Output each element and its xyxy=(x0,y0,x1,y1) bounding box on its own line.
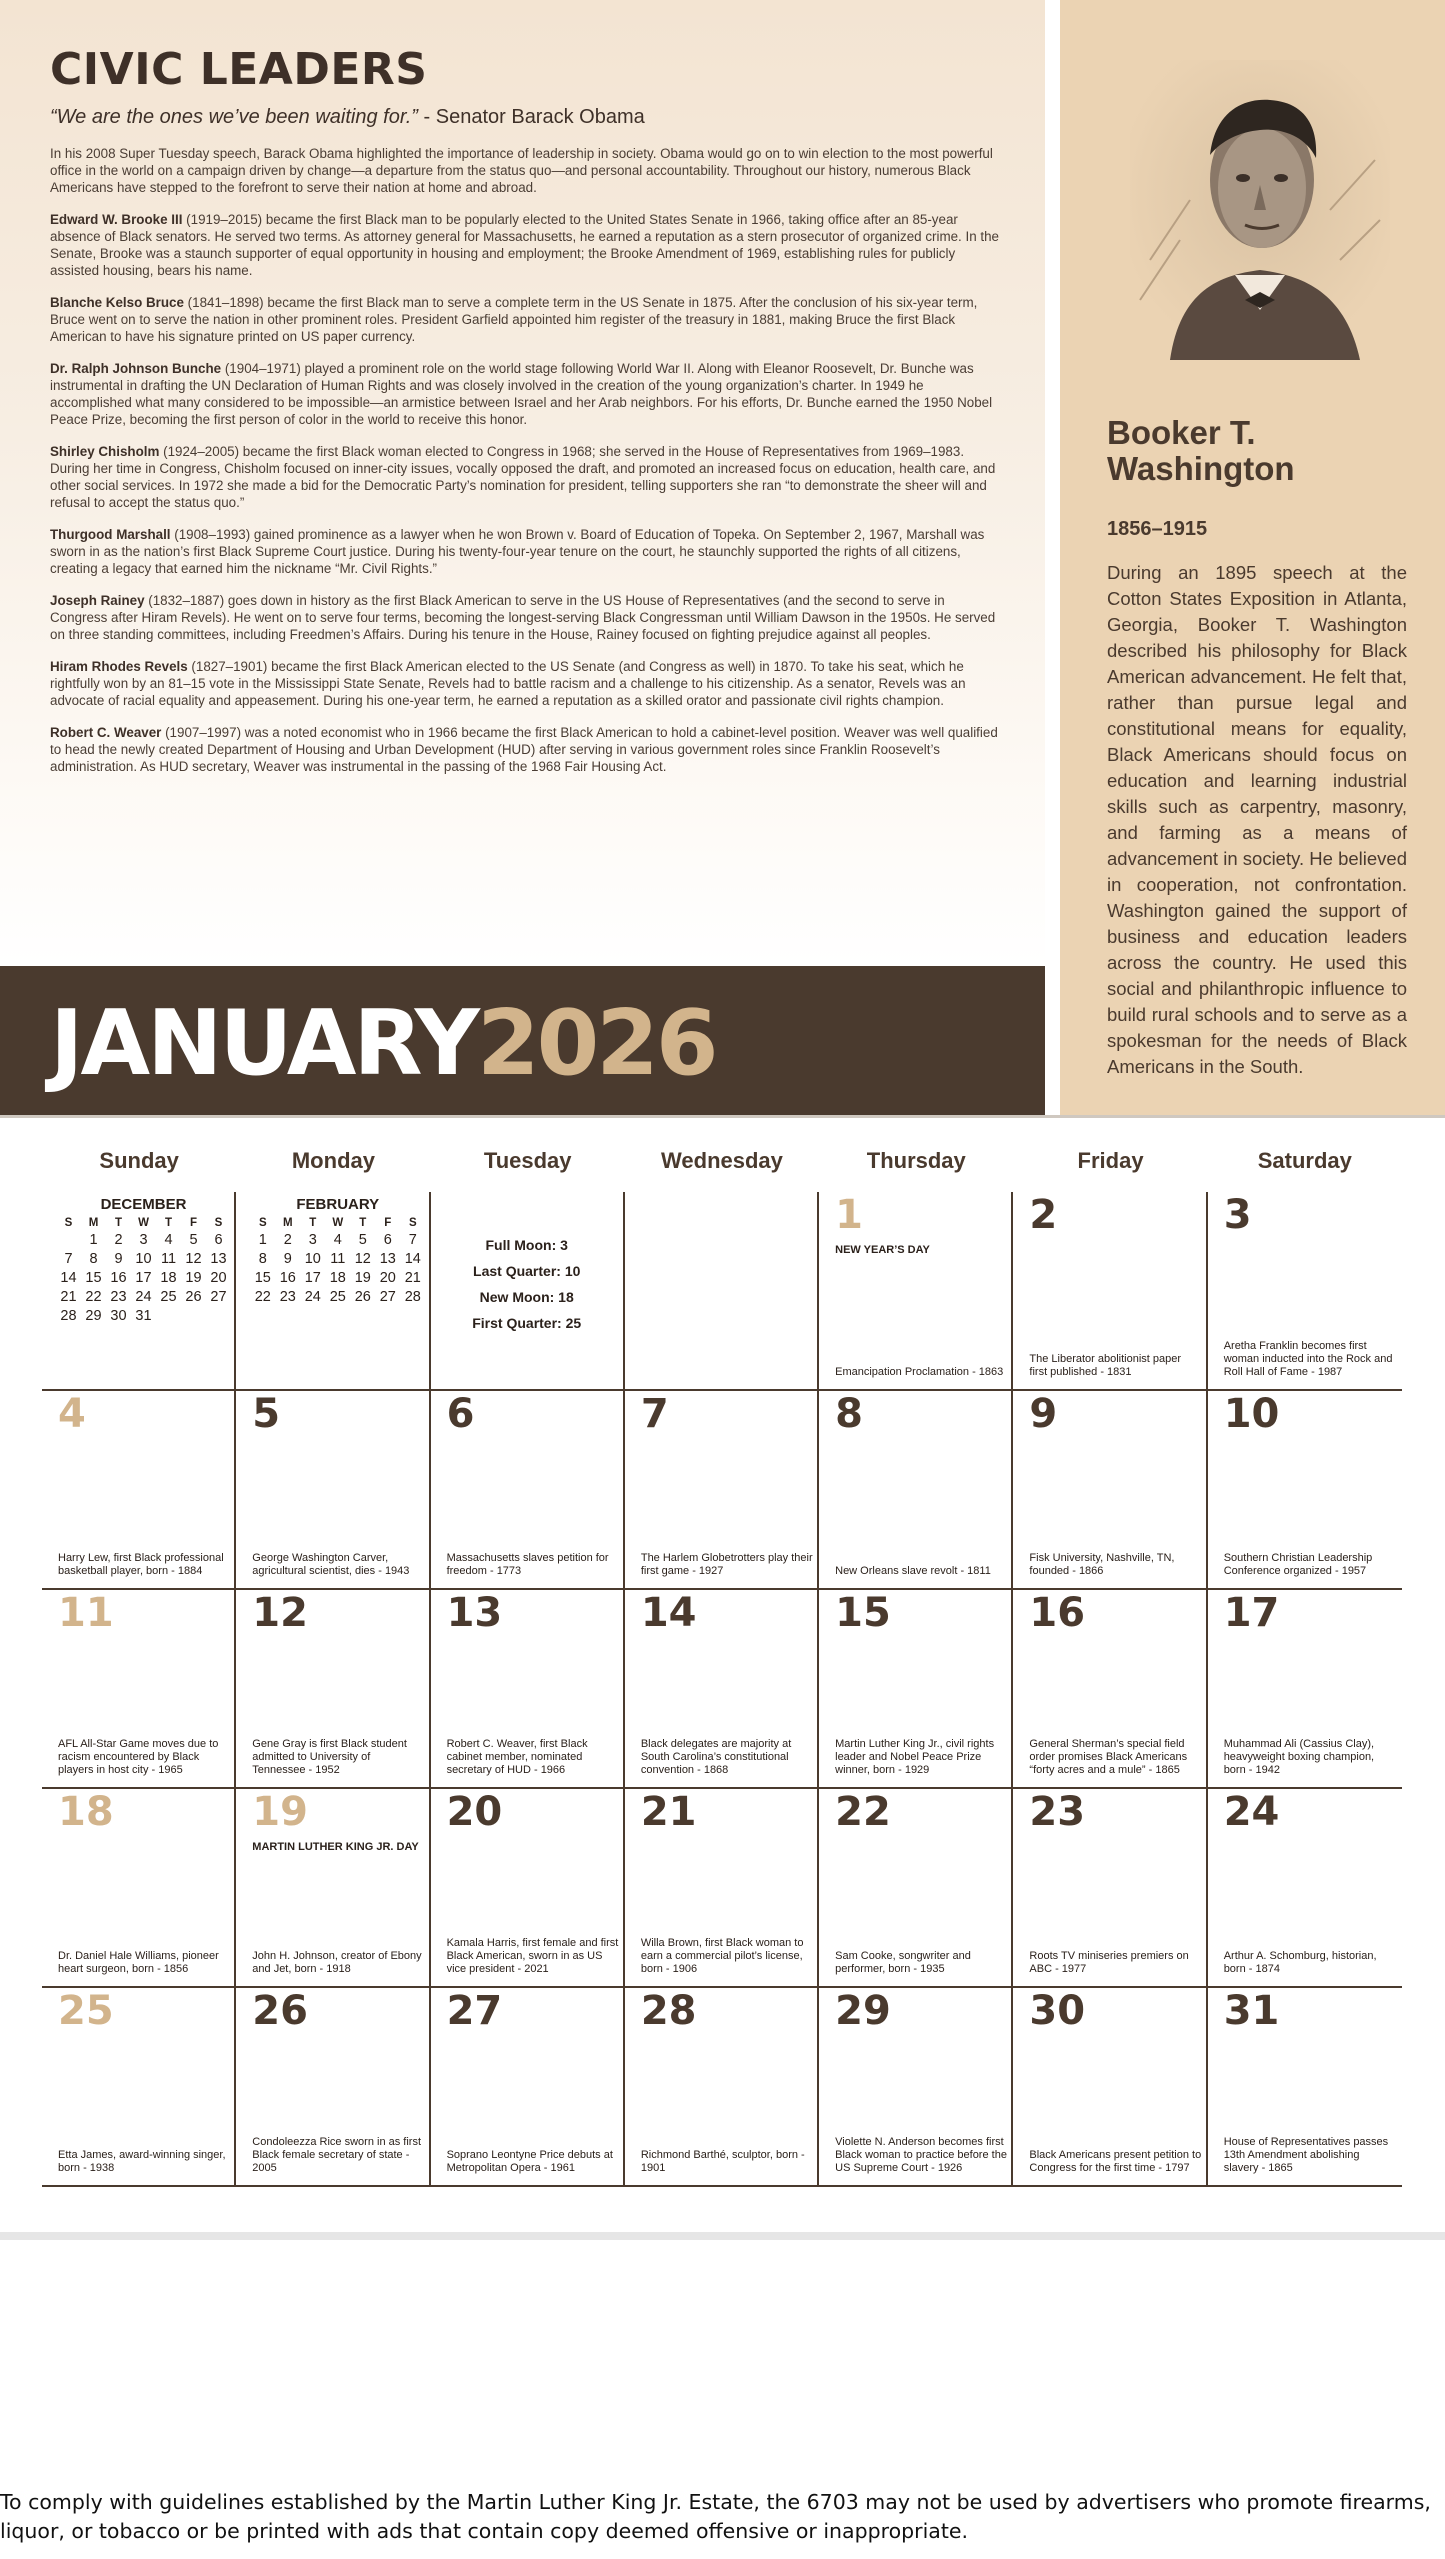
day-cell xyxy=(1013,1590,1207,1787)
feature-name: Booker T. Washington xyxy=(1107,414,1295,487)
mini-day: 19 xyxy=(354,1270,371,1286)
mini-day: 4 xyxy=(333,1232,342,1248)
event-text: AFL All-Star Game moves due to racism encountered by Black players in host city - 1965 xyxy=(58,1738,219,1776)
bio-text: (1907–1997) was a noted economist who in 1966 became the first Black American to hold a cabinet-level position. Weaver was well qualified to head the newly created Department of Housing and Urban Development (HUD) after serving in various government roles since Franklin Roosevelt’s administration. As HUD secretary, Weaver was instrumental in the passing of the 1968 Fair Housing Act. xyxy=(50,725,998,774)
mini-day: 2 xyxy=(114,1232,123,1248)
mini-day: 6 xyxy=(214,1232,223,1248)
footer-note: To comply with guidelines established by the Martin Luther King Jr. Estate, the 6703 may not be used by advertisers who promote firearms, liquor, or tobacco or be printed with ads that contain copy deemed offensive or inappropriate. xyxy=(0,2490,1431,2543)
bio-paragraph xyxy=(50,724,1000,775)
mini-day: 1 xyxy=(89,1232,98,1248)
mini-day: 9 xyxy=(114,1251,123,1267)
bio-text: (1919–2015) became the first Black man to be popularly elected to the United States Senate in 1966, taking office after an 85-year absence of Black senators. He served two terms. As attorney general for Massachusetts, he earned a reputation as a stern prosecutor of organized crime. In the Senate, Brooke was a staunch supporter of equal opportunity in housing and employment; the Brooke Amendment of 1969, establishing rules for publicly assisted housing, bears his name. xyxy=(50,212,1000,278)
mini-day: 15 xyxy=(254,1270,271,1286)
mini-calendar-title: FEBRUARY xyxy=(296,1196,380,1213)
mini-day: 18 xyxy=(329,1270,346,1286)
mini-day: 14 xyxy=(404,1251,421,1267)
mini-day: 20 xyxy=(210,1270,227,1286)
mini-day: 8 xyxy=(258,1251,267,1267)
day-number: 1 xyxy=(835,1192,863,1238)
moon-phase: Full Moon: 3 xyxy=(485,1237,568,1253)
bio-name: Joseph Rainey xyxy=(50,593,145,608)
day-cell xyxy=(1013,1192,1207,1389)
day-number: 24 xyxy=(1223,1789,1280,1835)
day-number: 11 xyxy=(58,1590,114,1636)
bio-paragraph xyxy=(50,294,1000,345)
mini-day: 11 xyxy=(160,1251,177,1267)
event-text: Willa Brown, first Black woman to earn a commercial pilot’s license, born - 1906 xyxy=(640,1937,804,1975)
mini-day: 29 xyxy=(85,1308,102,1324)
day-number: 19 xyxy=(252,1789,308,1835)
weekday-label: Sunday xyxy=(99,1148,179,1173)
mini-day: 27 xyxy=(379,1289,396,1305)
mini-day: 17 xyxy=(304,1270,321,1286)
bio-paragraph xyxy=(50,658,1000,709)
event-text: Condoleezza Rice sworn in as first Black female secretary of state - 2005 xyxy=(252,2136,422,2174)
weekday-label: Saturday xyxy=(1257,1148,1352,1173)
mini-day: 16 xyxy=(279,1270,296,1286)
mini-day: 17 xyxy=(135,1270,152,1286)
mini-day: 22 xyxy=(254,1289,271,1305)
bio-text: (1841–1898) became the first Black man to serve a complete term in the US Senate in 1875. After the conclusion of his six-year term, Bruce went on to serve the nation in other prominent roles. President Garfield appointed him register of the treasury in 1881, making Bruce the first Black American to have his signature printed on US paper currency. xyxy=(50,295,978,344)
month-banner xyxy=(0,966,1045,1115)
day-number: 18 xyxy=(58,1789,114,1835)
day-number: 13 xyxy=(446,1590,503,1636)
day-cell xyxy=(625,1192,819,1389)
day-number: 21 xyxy=(640,1789,697,1835)
day-number: 22 xyxy=(835,1789,891,1835)
mini-day: 1 xyxy=(258,1232,267,1248)
mini-day: 12 xyxy=(354,1251,371,1267)
mini-day: 15 xyxy=(85,1270,102,1286)
day-cell xyxy=(236,1391,430,1588)
mini-day: 12 xyxy=(185,1251,202,1267)
event-text: Robert C. Weaver, first Black cabinet member, nominated secretary of HUD - 1966 xyxy=(446,1738,588,1776)
day-number: 20 xyxy=(446,1789,503,1835)
mini-weekday: S xyxy=(64,1217,73,1229)
day-number: 9 xyxy=(1029,1391,1058,1437)
day-number: 3 xyxy=(1223,1192,1252,1238)
mini-day: 22 xyxy=(85,1289,102,1305)
mini-day: 28 xyxy=(60,1308,77,1324)
day-number: 16 xyxy=(1029,1590,1086,1636)
moon-phase: New Moon: 18 xyxy=(479,1289,574,1305)
mini-day: 27 xyxy=(210,1289,227,1305)
bio-text: (1832–1887) goes down in history as the first Black American to serve in the US House of Representatives (and the second to serve in Congress after Hiram Revels). He went on to serve four terms, becoming the longest-serving Black Congressman until William Dawson in the 1950s. He served on three standing committees, including Freedmen’s Affairs. During his tenure in the House, Rainey focused on fighting prejudice against all peoples. xyxy=(50,593,996,642)
bio-text: (1827–1901) became the first Black American elected to the US Senate (and Congress as well) in 1870. To take his seat, which he rightfully won by an 81–15 vote in the Mississippi State Senate, Revels had to battle racism and a challenge to his citizenship. As a senator, Revels was an advocate of racial equality and appeasement. During his one-year term, he earned a reputation as a skilled orator and passionate civil rights champion. xyxy=(50,659,966,708)
day-cell xyxy=(819,1391,1013,1588)
day-cell xyxy=(1013,1789,1207,1986)
weekday-label: Friday xyxy=(1077,1148,1144,1173)
page-title: CIVIC LEADERS xyxy=(50,44,428,95)
moon-phases xyxy=(431,1232,623,1336)
day-cell xyxy=(625,1391,819,1588)
event-text: Gene Gray is first Black student admitted to University of Tennessee - 1952 xyxy=(252,1738,407,1776)
day-number: 12 xyxy=(252,1590,308,1636)
day-cell xyxy=(625,1789,819,1986)
event-text: George Washington Carver, agricultural scientist, dies - 1943 xyxy=(252,1552,410,1577)
mini-calendar-grid xyxy=(56,1217,231,1324)
event-text: Roots TV miniseries premiers on ABC - 1977 xyxy=(1029,1950,1189,1975)
event-text: Etta James, award-winning singer, born - 1938 xyxy=(58,2149,226,2174)
mini-weekday: S xyxy=(214,1217,223,1229)
mini-calendar-title: DECEMBER xyxy=(100,1196,187,1213)
weekday-label: Wednesday xyxy=(661,1148,783,1173)
mini-day: 21 xyxy=(60,1289,77,1305)
mini-day: 25 xyxy=(329,1289,346,1305)
day-number: 27 xyxy=(446,1988,503,2034)
day-number: 26 xyxy=(252,1988,308,2034)
day-cell xyxy=(625,1988,819,2185)
day-cell xyxy=(819,1988,1013,2185)
day-number: 29 xyxy=(835,1988,891,2034)
day-cell xyxy=(431,1590,625,1787)
bio-paragraph xyxy=(50,211,1000,279)
day-number: 8 xyxy=(835,1391,863,1437)
divider xyxy=(0,1115,1445,1118)
mini-day: 5 xyxy=(189,1232,198,1248)
quote-line xyxy=(50,104,995,130)
event-text: The Liberator abolitionist paper first published - 1831 xyxy=(1029,1353,1182,1378)
day-number: 4 xyxy=(58,1391,86,1437)
event-text: Harry Lew, first Black professional basketball player, born - 1884 xyxy=(58,1552,224,1577)
mini-day: 7 xyxy=(408,1232,417,1248)
mini-calendar-december xyxy=(56,1196,231,1324)
event-text: Arthur A. Schomburg, historian, born - 1874 xyxy=(1223,1950,1377,1975)
mini-day: 21 xyxy=(404,1270,421,1286)
mini-day: 5 xyxy=(358,1232,367,1248)
event-text: Dr. Daniel Hale Williams, pioneer heart surgeon, born - 1856 xyxy=(58,1950,219,1975)
day-number: 30 xyxy=(1029,1988,1086,2034)
quote-text: “We are the ones we’ve been waiting for.” xyxy=(50,106,418,128)
event-text: Violette N. Anderson becomes first Black woman to practice before the US Supreme Court - 1926 xyxy=(835,2136,1007,2174)
mini-weekday: T xyxy=(309,1217,317,1229)
calendar-week xyxy=(42,1988,1402,2187)
weekday-header xyxy=(42,1140,1402,1192)
intro-lead: In his 2008 Super Tuesday speech, Barack Obama highlighted the importance of leadership in society. Obama would go on to win election to the most powerful office in the world on a campaign driven by change—a departure from the status quo—and personal accountability. Throughout our history, numerous Black Americans have stepped to the forefront to serve their nation at home and abroad. xyxy=(50,146,993,195)
mini-weekday: T xyxy=(114,1217,123,1229)
calendar-week xyxy=(42,1789,1402,1988)
event-text: Black Americans present petition to Congress for the first time - 1797 xyxy=(1029,2149,1202,2174)
day-number: 10 xyxy=(1223,1391,1280,1437)
day-cell xyxy=(819,1789,1013,1986)
holiday-label: NEW YEAR’S DAY xyxy=(835,1244,930,1256)
mini-day: 7 xyxy=(64,1251,73,1267)
event-text: New Orleans slave revolt - 1811 xyxy=(835,1565,991,1577)
mini-day: 11 xyxy=(330,1251,346,1267)
month-year-title xyxy=(50,991,716,1096)
mini-weekday: F xyxy=(189,1217,198,1229)
event-text: John H. Johnson, creator of Ebony and Jet, born - 1918 xyxy=(252,1950,422,1975)
mini-day: 2 xyxy=(283,1232,292,1248)
day-cell xyxy=(1208,1391,1402,1588)
bio-name: Blanche Kelso Bruce xyxy=(50,295,184,310)
mini-day: 20 xyxy=(379,1270,396,1286)
day-cell xyxy=(42,1391,236,1588)
mini-day: 13 xyxy=(379,1251,396,1267)
bio-paragraph xyxy=(50,592,1000,643)
day-cell xyxy=(236,1789,430,1986)
event-text: Soprano Leontyne Price debuts at Metropolitan Opera - 1961 xyxy=(446,2149,613,2174)
divider xyxy=(0,2232,1445,2240)
mini-day: 19 xyxy=(185,1270,202,1286)
event-text: House of Representatives passes 13th Amendment abolishing slavery - 1865 xyxy=(1223,2136,1389,2174)
mini-day: 8 xyxy=(89,1251,98,1267)
mini-day: 6 xyxy=(383,1232,392,1248)
mini-day: 24 xyxy=(135,1289,152,1305)
day-number: 15 xyxy=(835,1590,891,1636)
day-cell xyxy=(1013,1391,1207,1588)
year-number: 2026 xyxy=(476,991,716,1096)
day-cell xyxy=(1208,1192,1402,1389)
calendar-week xyxy=(42,1590,1402,1789)
mini-day: 30 xyxy=(110,1308,127,1324)
mini-day: 9 xyxy=(283,1251,292,1267)
mini-day: 4 xyxy=(164,1232,173,1248)
mini-day: 24 xyxy=(304,1289,321,1305)
bio-name: Shirley Chisholm xyxy=(50,444,160,459)
mini-calendar-grid xyxy=(250,1217,425,1305)
event-text: Muhammad Ali (Cassius Clay), heavyweight boxing champion, born - 1942 xyxy=(1223,1738,1375,1776)
day-number: 2 xyxy=(1029,1192,1058,1238)
portrait-sketch-icon xyxy=(1130,60,1390,360)
mini-weekday: S xyxy=(258,1217,267,1229)
feature-years: 1856–1915 xyxy=(1107,518,1208,540)
weekday-label: Monday xyxy=(291,1148,375,1173)
moon-phase: Last Quarter: 10 xyxy=(473,1263,581,1279)
intro-panel xyxy=(0,0,1045,966)
mini-day: 26 xyxy=(354,1289,371,1305)
mini-day xyxy=(56,1232,81,1248)
mini-day: 18 xyxy=(160,1270,177,1286)
mini-weekday: F xyxy=(384,1217,392,1229)
day-cell xyxy=(431,1391,625,1588)
bio-paragraph xyxy=(50,526,1000,577)
mini-day: 23 xyxy=(279,1289,296,1305)
day-number: 31 xyxy=(1223,1988,1280,2034)
day-number: 7 xyxy=(640,1391,669,1437)
day-cell xyxy=(625,1590,819,1787)
day-cell xyxy=(42,1590,236,1787)
weekday-label: Thursday xyxy=(866,1148,966,1173)
event-text: The Harlem Globetrotters play their first game - 1927 xyxy=(640,1552,813,1577)
event-text: General Sherman’s special field order promises Black Americans “forty acres and a mule” - 1865 xyxy=(1029,1738,1188,1776)
calendar-weeks xyxy=(42,1192,1402,2187)
event-text: Massachusetts slaves petition for freedom - 1773 xyxy=(446,1552,609,1577)
bio-paragraph xyxy=(50,443,1000,511)
event-text: Sam Cooke, songwriter and performer, born - 1935 xyxy=(835,1950,971,1975)
mini-weekday: M xyxy=(282,1217,293,1229)
calendar-grid xyxy=(42,1140,1402,2187)
mini-day: 3 xyxy=(308,1232,317,1248)
mini-day: 3 xyxy=(139,1232,148,1248)
mini-weekday: T xyxy=(359,1217,367,1229)
bio-name: Thurgood Marshall xyxy=(50,527,171,542)
mini-day: 16 xyxy=(110,1270,127,1286)
day-number: 28 xyxy=(640,1988,697,2034)
holiday-label: MARTIN LUTHER KING JR. DAY xyxy=(252,1841,419,1853)
mini-weekday: W xyxy=(138,1217,149,1229)
day-cell xyxy=(42,1192,236,1389)
bio-name: Robert C. Weaver xyxy=(50,725,162,740)
day-number: 25 xyxy=(58,1988,114,2034)
mini-day: 31 xyxy=(135,1308,152,1324)
event-text: Emancipation Proclamation - 1863 xyxy=(835,1366,1004,1378)
bio-text: (1908–1993) gained prominence as a lawyer when he won Brown v. Board of Education of Topeka. On September 2, 1967, Marshall was sworn in as the nation’s first Black Supreme Court justice. During his twenty-four-year tenure on the court, he staunchly supported the rights of all citizens, creating a legacy that earned him the nickname “Mr. Civil Rights.” xyxy=(50,527,985,576)
event-text: Southern Christian Leadership Conference organized - 1957 xyxy=(1223,1552,1373,1577)
weekday-label: Tuesday xyxy=(483,1148,572,1173)
bio-name: Dr. Ralph Johnson Bunche xyxy=(50,361,222,376)
day-cell xyxy=(431,1988,625,2185)
month-name: JANUARY xyxy=(50,991,477,1096)
feature-text: During an 1895 speech at the Cotton States Exposition in Atlanta, Georgia, Booker T. Washington described his philosophy for Black American advancement. He felt that, rather than pursue legal and constitutional means for equality, Black Americans should focus on education and learning industrial skills such as carpentry, masonry, and farming as a means of advancement in society. He believed in cooperation, not confrontation. Washington gained the support of business and education leaders across the country. He used this social and philanthropic influence to build rural schools and to serve as a spokesman for the needs of Black Americans in the South. xyxy=(1107,562,1407,1077)
day-cell xyxy=(42,1789,236,1986)
mini-day: 28 xyxy=(404,1289,421,1305)
day-cell xyxy=(819,1192,1013,1389)
mini-day: 10 xyxy=(304,1251,321,1267)
event-text: Black delegates are majority at South Carolina’s constitutional convention - 1868 xyxy=(640,1738,792,1776)
bio-list xyxy=(50,211,1000,775)
day-number: 6 xyxy=(446,1391,475,1437)
day-cell xyxy=(1208,1789,1402,1986)
day-cell xyxy=(1208,1988,1402,2185)
day-number: 5 xyxy=(252,1391,281,1437)
moon-phase: First Quarter: 25 xyxy=(472,1315,582,1331)
mini-calendar-february xyxy=(250,1196,425,1305)
mini-day: 14 xyxy=(60,1270,77,1286)
event-text: Richmond Barthé, sculptor, born - 1901 xyxy=(640,2149,805,2174)
day-cell xyxy=(236,1192,430,1389)
mini-weekday: M xyxy=(88,1217,99,1229)
mini-day: 10 xyxy=(135,1251,152,1267)
bio-text: (1904–1971) played a prominent role on the world stage following World War II. Along with Eleanor Roosevelt, Dr. Bunche was instrumental in drafting the UN Declaration of Human Rights and was closely involved in the creation of the young organization’s charter. In 1949 he accomplished what many considered to be impossible—an armistice between Israel and her Arab neighbors. For his efforts, Dr. Bunche earned the 1950 Nobel Peace Prize, becoming the first person of color in the world to receive this honor. xyxy=(50,361,993,427)
calendar-week xyxy=(42,1192,1402,1391)
day-number: 17 xyxy=(1223,1590,1280,1636)
mini-weekday: W xyxy=(332,1217,344,1229)
bio-name: Edward W. Brooke III xyxy=(50,212,183,227)
bio-name: Hiram Rhodes Revels xyxy=(50,659,188,674)
mini-weekday: T xyxy=(164,1217,173,1229)
mini-day: 13 xyxy=(210,1251,227,1267)
calendar-week xyxy=(42,1391,1402,1590)
event-text: Fisk University, Nashville, TN, founded - 1866 xyxy=(1029,1552,1175,1577)
mini-day: 26 xyxy=(185,1289,202,1305)
day-cell xyxy=(431,1789,625,1986)
feature-panel xyxy=(1060,0,1445,1115)
event-text: Kamala Harris, first female and first Black American, sworn in as US vice president - 2021 xyxy=(446,1937,619,1975)
mini-day: 23 xyxy=(110,1289,127,1305)
quote-attribution: - Senator Barack Obama xyxy=(417,106,645,128)
day-number: 23 xyxy=(1029,1789,1086,1835)
day-number: 14 xyxy=(640,1590,697,1636)
day-cell xyxy=(236,1988,430,2185)
day-cell xyxy=(431,1192,625,1389)
day-cell xyxy=(819,1590,1013,1787)
day-cell xyxy=(1013,1988,1207,2185)
bio-text: (1924–2005) became the first Black woman elected to Congress in 1968; she served in the House of Representatives from 1969–1983. During her time in Congress, Chisholm focused on inner-city issues, vocally opposed the draft, and promoted an increased focus on education, health care, and other social services. In 1972 she made a bid for the Democratic Party’s nomination for president, telling supporters she ran “to demonstrate the sheer will and refusal to accept the status quo.” xyxy=(50,444,996,510)
day-cell xyxy=(236,1590,430,1787)
mini-day: 25 xyxy=(160,1289,177,1305)
day-cell xyxy=(42,1988,236,2185)
event-text: Aretha Franklin becomes first woman inducted into the Rock and Roll Hall of Fame - 1987 xyxy=(1223,1340,1393,1378)
bio-paragraph xyxy=(50,360,1000,428)
day-cell xyxy=(1208,1590,1402,1787)
event-text: Martin Luther King Jr., civil rights leader and Nobel Peace Prize winner, born - 1929 xyxy=(835,1738,995,1776)
mini-weekday: S xyxy=(408,1217,417,1229)
